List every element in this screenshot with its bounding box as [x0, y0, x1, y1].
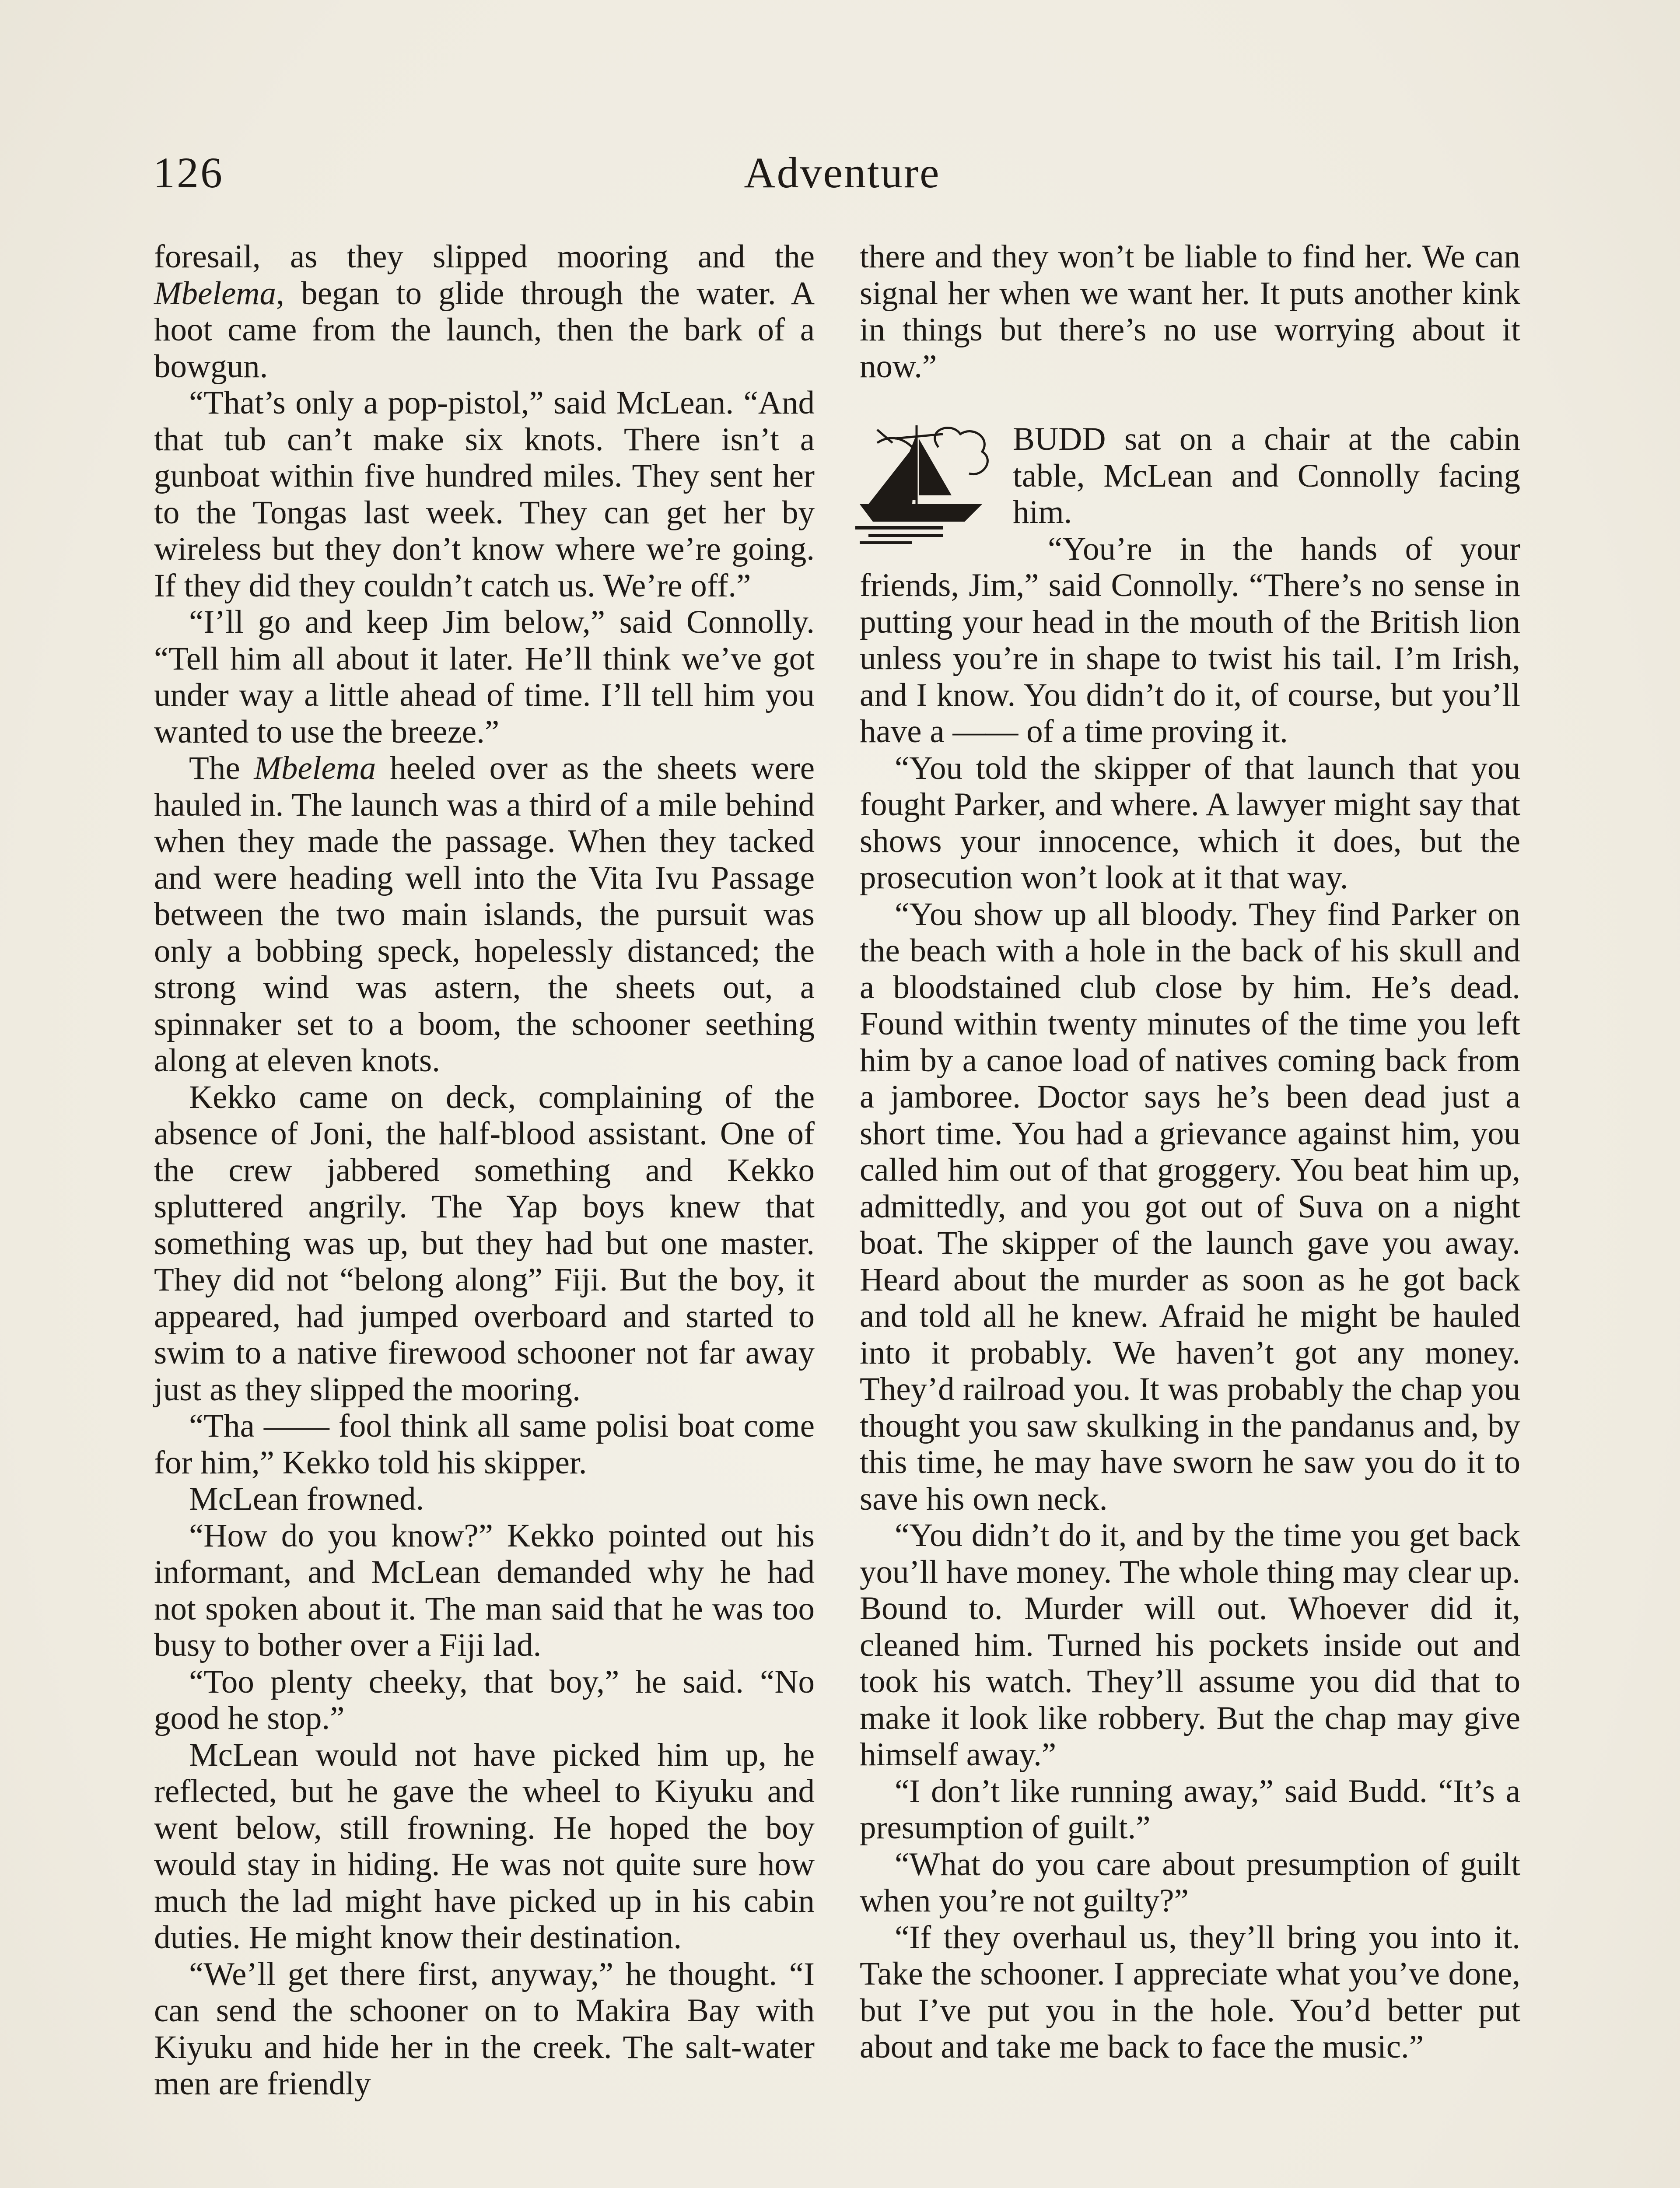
paragraph: McLean frowned.	[189, 1481, 424, 1517]
ship-name: Mbelema	[154, 275, 276, 312]
paragraph: BUDD sat on a chair at the cabin table, McLean and Connolly facing him.	[1013, 421, 1520, 530]
paragraph: Kekko came on deck, complaining of the absence of Joni, the half-blood assistant. One of the crew jabbered something and Kekko spluttered angrily. The Yap boys knew that something was up, but they had but one master. They did not “belong along” Fiji. But the boy, it appeared, had jumped overboard and started to swim to a native firewood schooner not far away just as they slipped the mooring.	[154, 1079, 815, 1408]
paragraph: “You told the skipper of that launch that you fought Parker, and where. A lawyer might say that shows your innocence, which it does, but the prosecution won’t look at it that way.	[860, 750, 1520, 896]
left-column	[154, 238, 815, 2102]
paragraph: “You didn’t do it, and by the time you get back you’ll have money. The whole thing may clear up. Bound to. Murder will out. Whoever did it, cleaned him. Turned his pockets inside out and took his watch. They’ll assume you did that to make it look like robbery. But the chap may give himself away.”	[860, 1517, 1520, 1773]
paragraph: “We’ll get there first, anyway,” he thought. “I can send the schooner on to Makira Bay with Kiyuku and hide her in the creek. The salt-water men are friendly	[154, 1956, 815, 2102]
page-header	[153, 144, 1531, 201]
page-number: 126	[153, 148, 224, 197]
paragraph: “Too plenty cheeky, that boy,” he said. “No good he stop.”	[154, 1663, 815, 1736]
paragraph: “If they overhaul us, they’ll bring you into it. Take the schooner. I appreciate what you’ve done, but I’ve put you in the hole. You’d better put about and take me back to face the music.”	[860, 1919, 1520, 2065]
paragraph: “You show up all bloody. They find Parker on the beach with a hole in the back of his skull and a bloodstained club close by him. He’s dead. Found within twenty minutes of the time you left him by a canoe load of natives coming back from a jamboree. Doctor says he’s been dead just a short time. You had a grievance against him, you called him out of that groggery. You beat him up, admittedly, and you got out of Suva on a night boat. The skipper of the launch gave you away. Heard about the murder as soon as he got back and told all he knew. Afraid he might be hauled into it probably. We haven’t got any money. They’d railroad you. It was probably the chap you thought you saw skulking in the pandanus and, by this time, he may have sworn he saw you do it to save his own neck.	[860, 896, 1520, 1517]
paragraph: McLean would not have picked him up, he reflected, but he gave the wheel to Kiyuku and went below, still frowning. He hoped the boy would stay in hiding. He was not quite sure how much the lad might have picked up in his cabin duties. He might know their destination.	[154, 1736, 815, 1956]
ship-name: Mbelema	[254, 750, 376, 786]
paragraph: foresail, as they slipped mooring and the Mbelema, began to glide through the water. A hoot came from the launch, then the bark of a bowgun.	[154, 238, 815, 385]
paragraph: The Mbelema heeled over as the sheets were hauled in. The launch was a third of a mile behind when they made the passage. When they tacked and were heading well into the Vita Ivu Passage between the two main islands, the pursuit was only a bobbing speck, hopelessly distanced; the strong wind was astern, the sheets out, a spinnaker set to a boom, the schooner seething along at eleven knots.	[154, 750, 815, 1079]
paragraph: “I don’t like running away,” said Budd. “It’s a presumption of guilt.”	[860, 1773, 1520, 1846]
sailing-ship-icon	[851, 417, 995, 557]
right-column	[860, 238, 1520, 2065]
paragraph: “I’ll go and keep Jim below,” said Connolly. “Tell him all about it later. He’ll think we’ve got under way a little ahead of time. I’ll tell him you wanted to use the breeze.”	[154, 604, 815, 750]
paragraph: “What do you care about presumption of guilt when you’re not guilty?”	[860, 1846, 1520, 1919]
paragraph: “That’s only a pop-pistol,” said McLean. “And that tub can’t make six knots. There isn’t a gunboat within five hundred miles. They sent her to the Tongas last week. They can get her by wireless but they don’t know where we’re going. If they did they couldn’t catch us. We’re off.”	[154, 385, 815, 604]
paragraph: “Tha —— fool think all same polisi boat come for him,” Kekko told his skipper.	[154, 1408, 815, 1481]
paragraph: there and they won’t be liable to find her. We can signal her when we want her. It puts another kink in things but there’s no use worrying about it now.”	[860, 238, 1520, 385]
section-break	[860, 421, 1520, 750]
paragraph: “You’re in the hands of your friends, Jim,” said Connolly. “There’s no sense in putting your head in the mouth of the British lion unless you’re in shape to twist his tail. I’m Irish, and I know. You didn’t do it, of course, but you’ll have a —— of a time proving it.	[860, 530, 1520, 750]
paragraph: “How do you know?” Kekko pointed out his informant, and McLean demanded why he had not spoken about it. The man said that he was too busy to bother over a Fiji lad.	[154, 1517, 815, 1663]
running-title: Adventure	[744, 148, 941, 197]
